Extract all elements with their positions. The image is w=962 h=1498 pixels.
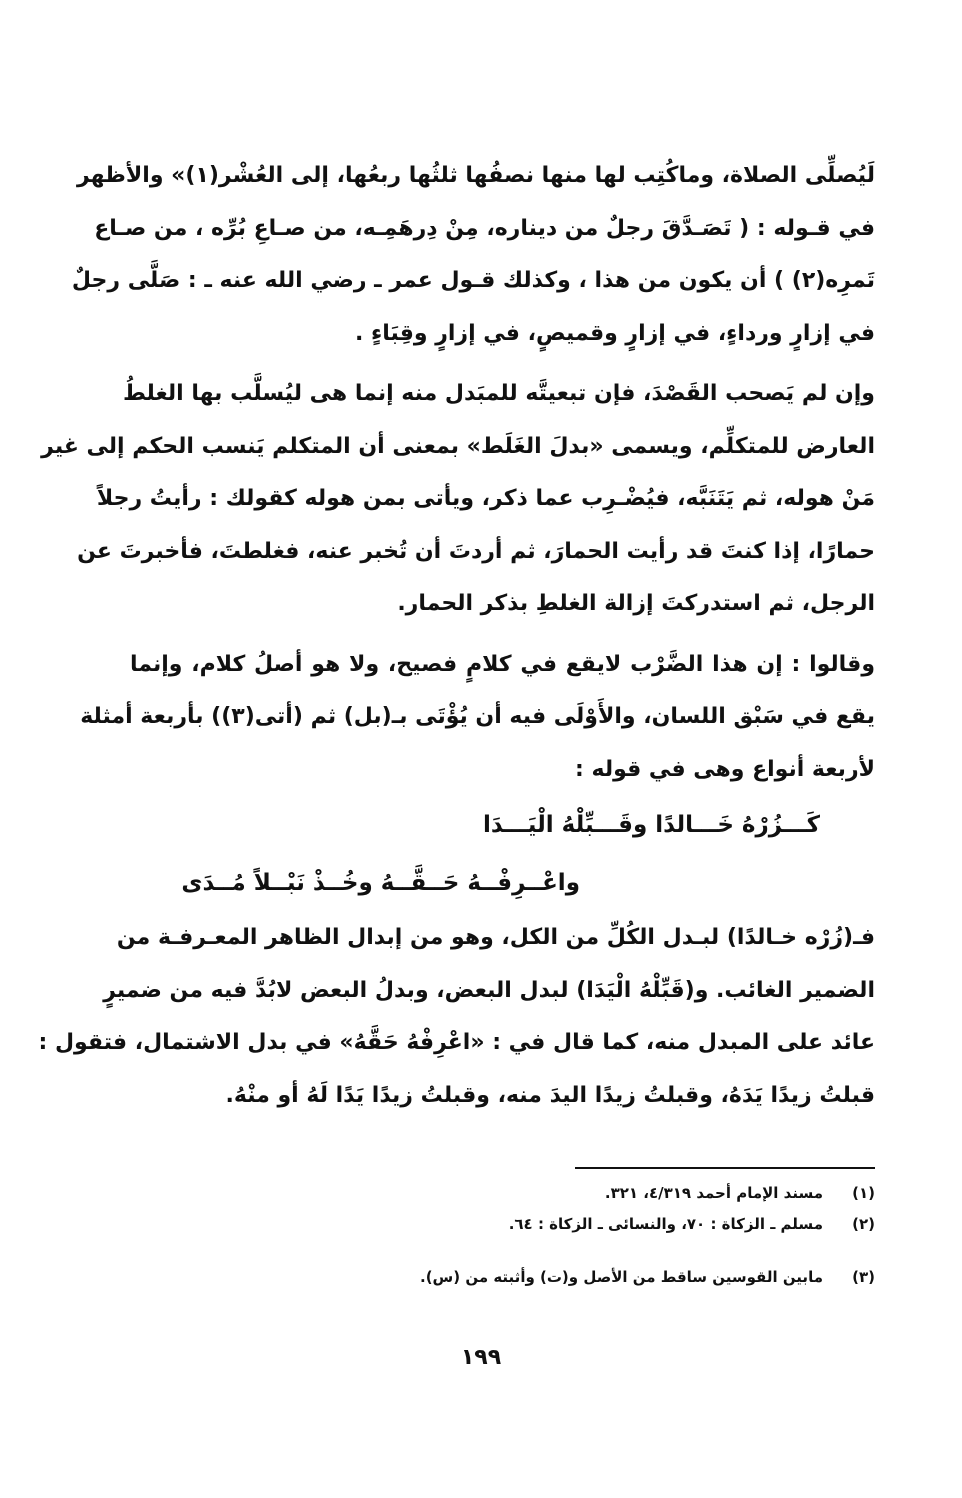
verse-line: واعْــرِفْــهُ حَــقَّــهُ وخُــذْ نَبْــلاً مُــدَى: [181, 870, 580, 896]
paragraph-3: [80, 639, 875, 797]
text-line: تَمرِه(٢) ) أن يكون من هذا ، وكذلك قـول عمر ـ رضي الله عنه ـ : صَلَّى رجلٌ: [71, 268, 875, 293]
text-line: عائد على المبدل منه، كما قال في : «اعْرِفْهُ حَقَّهُ» في بدل الاشتمال، فتقول :: [38, 1030, 875, 1055]
paragraph-1: [71, 150, 875, 360]
footnote-1: [455, 1178, 875, 1209]
footnote-separator: [575, 1167, 875, 1169]
text-line: لَيُصلِّى الصلاة، وماكُتِب لها منها نصفُها ثلثُها ربعُها، إلى العُشْر(١)» والأظهر: [76, 163, 875, 188]
text-line: الضمير الغائب. و(قَبِّلْهُ الْيَدَا) لبدل البعض، وبدلُ البعض لابُدَّ فيه من ضميرٍ: [103, 977, 875, 1003]
footnote-text: مسند الإمام أحمد ٤/٣١٩، ٣٢١.: [604, 1184, 823, 1202]
text-line: في قـوله : ( تَصَـدَّقَ رجلٌ من ديناره، مِنْ دِرهَمِـه، من صـاعِ بُرِّه ، من صـاع: [94, 215, 875, 241]
footnotes: [420, 1178, 875, 1293]
footnote-number: (٣): [852, 1268, 875, 1286]
text-line: مَنْ هوله، ثم يَتَنَبَّه، فيُضْـرِب عما ذكر، ويأتى بمن هوله كقولك : رأيتُ رجلاً: [96, 486, 875, 511]
text-line: وإن لم يَصحب القَصْدَ، فإن تبعيتَّه للمبَدل منه إنما هى ليُسلَّب بها الغلطُ: [122, 381, 875, 406]
verse-block: [130, 796, 875, 912]
paragraph-2: [41, 368, 875, 631]
main-text: [38, 150, 875, 1122]
footnote-text: مسلم ـ الزكاة : ٧٠، والنسائى ـ الزكاة : ٦٤.: [508, 1215, 823, 1233]
verse-line: كَـــزُرْهُ خَـــالدًا وقَـــبِّلْهُ الْيَـــدَا: [482, 812, 820, 838]
text-line: العارض للمتكلِّم، ويسمى «بدلَ الغَلَط» بمعنى أن المتكلم يَنسب الحكم إلى غير: [41, 433, 875, 459]
text-line: الرجل، ثم استدركتَ إزالة الغلطِ بذكر الحمار.: [397, 591, 875, 616]
paragraph-4: [38, 912, 875, 1122]
text-line: وقالوا : إن هذا الضَّرْب لايقع في كلامٍ فصيح، ولا هو أصلُ كلام، وإنما: [130, 651, 875, 677]
footnote-number: (١): [852, 1184, 875, 1202]
text-line: لأربعة أنواع وهى في قوله :: [575, 756, 875, 782]
footnote-3: [420, 1262, 875, 1293]
text-line: في إزارٍ ورداءٍ، في إزارٍ وقميصٍ، في إزارٍ وقِبَاءٍ .: [354, 320, 875, 346]
text-line: يقع في سَبْق اللسان، والأَوْلَى فيه أن يُؤْتَى بـ(بل) ثم (أتى(٣)) بأربعة أمثلة: [80, 704, 875, 729]
page-number: ١٩٩: [460, 1345, 502, 1370]
footnote-number: (٢): [852, 1215, 875, 1233]
text-line: حمارًا، إذا كنتَ قد رأيت الحمارَ، ثم أردتَ أن تُخبر عنه، فغلطتَ، فأخبرتَ عن: [77, 538, 875, 564]
text-line: فـ(زُرْه خـالدًا) لبـدل الكُلِّ من الكل، وهو من إبدال الظاهر المعـرفـة من: [116, 925, 875, 950]
footnote-text: مابين القوسين ساقط من الأصل و(ت) وأثبته من (س).: [420, 1268, 823, 1286]
text-line: قبلتُ زيدًا يَدَهُ، وقبلتُ زيدًا اليدَ منه، وقبلتُ زيدًا يَدًا لَهُ أو منْهُ.: [225, 1082, 875, 1108]
footnote-2: [455, 1209, 875, 1240]
